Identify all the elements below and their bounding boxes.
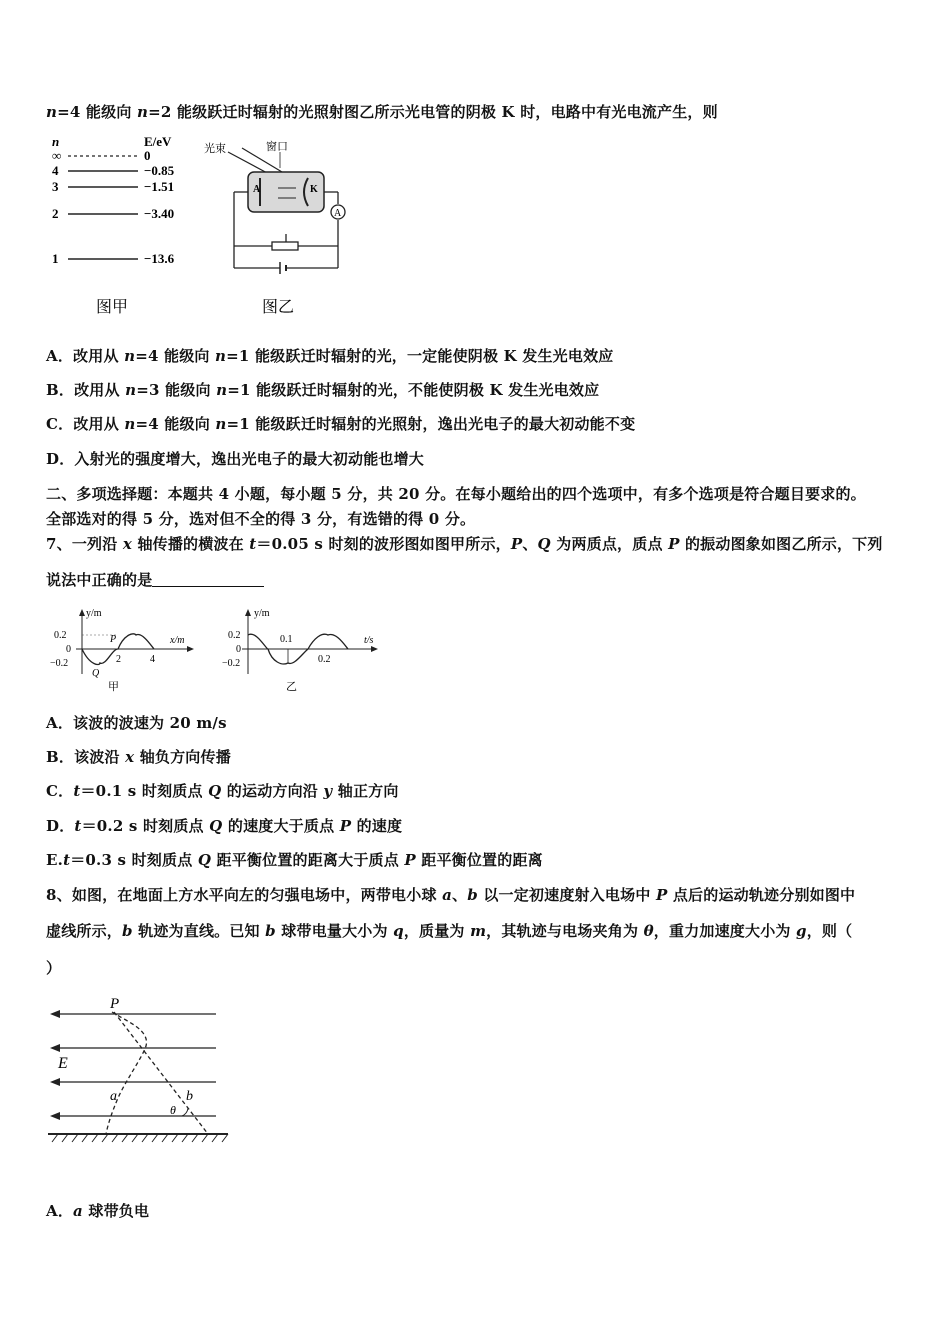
trajectory-b-label: b [186,1089,193,1104]
level-e: −3.40 [144,206,175,221]
level-n: 2 [52,206,59,221]
field-arrow [50,1078,60,1086]
field-arrow [50,1112,60,1120]
t-label: t/s [364,635,374,646]
figure-caption: 图乙 [262,299,295,316]
x-axis-arrow [187,646,194,652]
level-e: −0.85 [144,163,175,178]
point-q-label: Q [92,668,100,679]
energy-level-diagram [44,132,194,322]
tick-y: 0 [236,644,241,655]
field-arrow [50,1044,60,1052]
vibration-graph [222,604,382,694]
x-label: x/m [170,635,185,646]
electric-field-diagram [46,990,236,1150]
q7-option-a: A．该波的波速为 20 m/s [46,714,227,732]
anode-label: A [253,184,261,195]
q7-option-b: B．该波沿 x 轴负方向传播 [46,748,231,766]
col-e-label: E/eV [144,134,172,149]
tick-y: 0.2 [228,630,241,641]
tick-y: 0 [66,644,71,655]
y-label: y/m [86,608,102,619]
point-p-label: P [110,996,120,1012]
q6-option-b: B．改用从 n=3 能级向 n=1 能级跃迁时辐射的光，不能使阴极 K 发生光电效应 [46,381,600,399]
trajectory-a-label: a [110,1089,117,1104]
cathode-label: K [310,184,318,195]
point-p-label: P [110,634,117,645]
q7-option-c: C．t＝0.1 s 时刻质点 Q 的运动方向沿 y 轴正方向 [46,782,399,800]
q7-option-d: D．t＝0.2 s 时刻质点 Q 的速度大于质点 P 的速度 [46,817,403,835]
q7-option-e: E.t＝0.3 s 时刻质点 Q 距平衡位置的距离大于质点 P 距平衡位置的距离 [46,851,543,869]
tick-y: 0.2 [54,630,67,641]
field-e-label: E [58,1055,68,1072]
q8-stem-line3: ） [46,959,62,977]
y-label: y/m [254,608,270,619]
wave-graph [46,604,206,694]
tick-t: 0.2 [318,654,331,665]
level-e: 0 [144,148,151,163]
q6-option-a: A．改用从 n=4 能级向 n=1 能级跃迁时辐射的光，一定能使阴极 K 发生光电效应 [46,347,614,365]
q6-option-d: D．入射光的强度增大，逸出光电子的最大初动能也增大 [46,450,425,468]
var-n: n [46,103,58,121]
level-e: −13.6 [144,251,175,266]
field-arrow [50,1010,60,1018]
light-beam-label: 光束 [204,143,226,155]
answer-blank [152,572,264,587]
rheostat [272,242,298,250]
y-axis-arrow [245,609,251,616]
q8-option-a: A．a 球带负电 [46,1202,150,1220]
figure-caption: 图甲 [96,299,129,316]
window-label: 窗口 [266,141,288,153]
tick-x: 2 [116,654,121,665]
q6-option-c: C．改用从 n=4 能级向 n=1 能级跃迁时辐射的光照射，逸出光电子的最大初动能不变 [46,415,636,433]
level-n: 4 [52,163,59,178]
intro-line: n=4 能级向 n=2 能级跃迁时辐射的光照射图乙所示光电管的阴极 K 时，电路中有光电流产生，则 [46,103,718,121]
tick-y: −0.2 [50,658,69,669]
level-n: 1 [52,251,59,266]
photoelectric-tube-diagram [200,134,360,324]
level-e: −1.51 [144,179,175,194]
q7-stem: 7、一列沿 x 轴传播的横波在 t＝0.05 s 时刻的波形图如图甲所示，P、Q 为两质点，质点 P 的振动图象如图乙所示，下列 [46,535,883,553]
section2-line2: 全部选对的得 5 分，选对但不全的得 3 分，有选错的得 0 分。 [46,510,476,528]
figure-caption: 乙 [286,681,297,693]
tick-x: 4 [150,654,155,665]
section2-line1: 二、多项选择题：本题共 4 小题，每小题 5 分，共 20 分。在每小题给出的四个选项中，有多个选项是符合题目要求的。 [46,485,866,503]
col-n-label: n [52,134,60,149]
y-axis-arrow [79,609,85,616]
q7-stem-line2: 说法中正确的是 [46,569,264,590]
ammeter-label: A [334,208,342,219]
angle-arc [182,1108,188,1116]
q8-stem: 8、如图，在地面上方水平向左的匀强电场中，两带电小球 a、b 以一定初速度射入电场中 P 点后的运动轨迹分别如图中 [46,886,856,904]
var-n: n [136,103,149,121]
t-axis-arrow [371,646,378,652]
angle-theta-label: θ [170,1103,176,1117]
ground-hatch [52,1134,228,1142]
tick-y: −0.2 [222,658,241,669]
figure-caption: 甲 [108,681,119,693]
level-n: ∞ [52,148,62,163]
tick-t: 0.1 [280,634,293,645]
level-n: 3 [52,179,59,194]
q8-stem-line2: 虚线所示，b 轨迹为直线。已知 b 球带电量大小为 q，质量为 m，其轨迹与电场夹角为 θ，重力加速度大小为 g，则（ [46,922,853,940]
